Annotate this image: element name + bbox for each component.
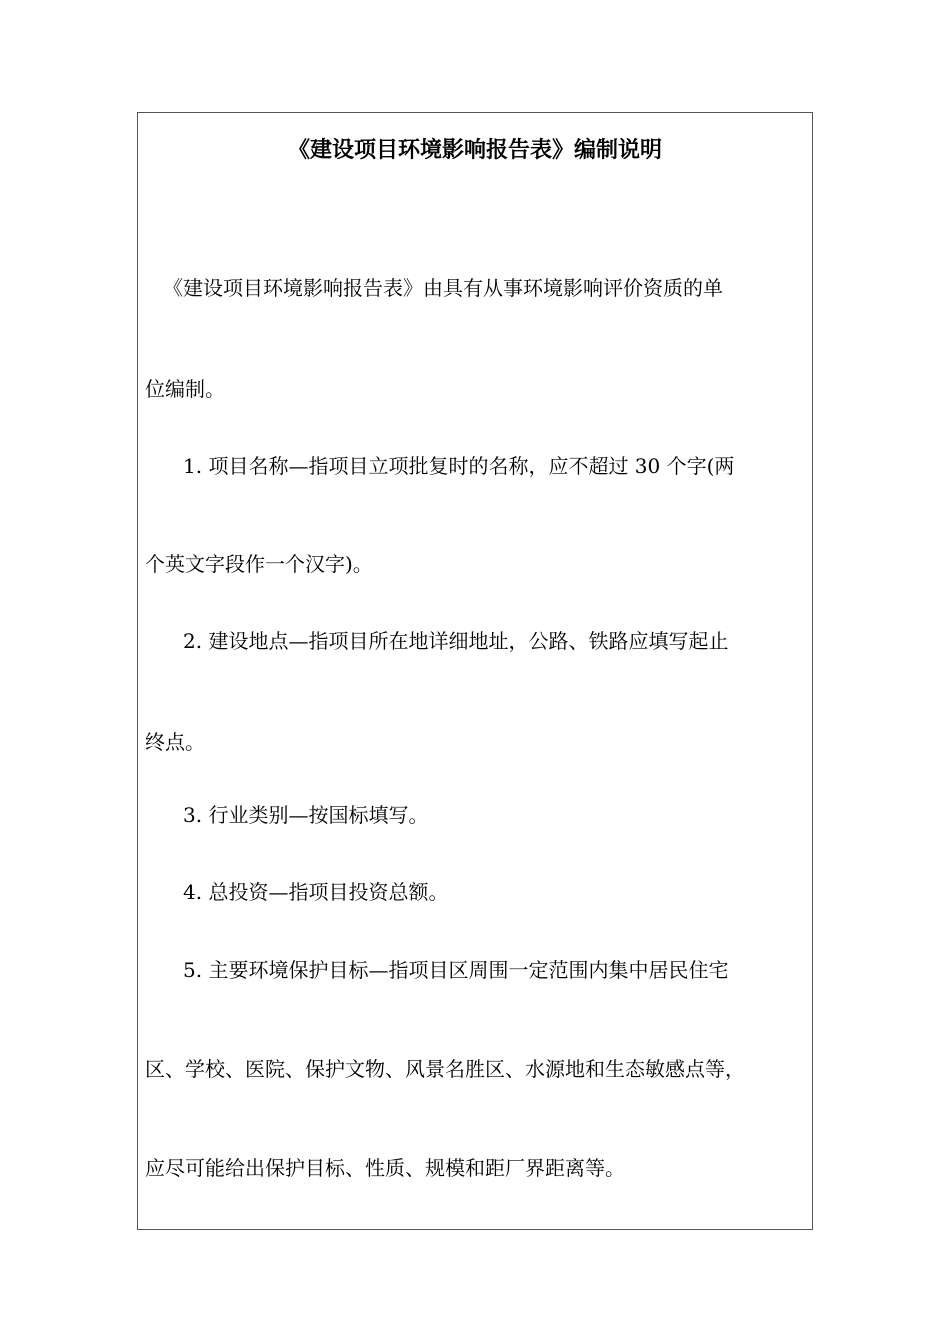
paragraph-intro-line-2: 位编制。	[145, 377, 225, 401]
item-4-line: 4. 总投资—指项目投资总额。	[183, 880, 449, 904]
paragraph-intro-line-1: 《建设项目环境影响报告表》由具有从事环境影响评价资质的单	[163, 276, 723, 300]
document-title: 《建设项目环境影响报告表》编制说明	[287, 137, 662, 163]
item-1-line-2: 个英文字段作一个汉字)。	[145, 552, 373, 576]
item-5-line-1: 5. 主要环境保护目标—指项目区周围一定范围内集中居民住宅	[183, 958, 729, 982]
item-3-line: 3. 行业类别—按国标填写。	[183, 803, 429, 827]
item-5-line-2: 区、学校、医院、保护文物、风景名胜区、水源地和生态敏感点等，	[145, 1057, 745, 1081]
item-2-line-2: 终点。	[145, 730, 205, 754]
item-5-line-3: 应尽可能给出保护目标、性质、规模和距厂界距离等。	[145, 1156, 625, 1180]
item-1-line-1: 1. 项目名称—指项目立项批复时的名称，应不超过 30 个字(两	[183, 454, 735, 478]
item-2-line-1: 2. 建设地点—指项目所在地详细地址，公路、铁路应填写起止	[183, 629, 729, 653]
